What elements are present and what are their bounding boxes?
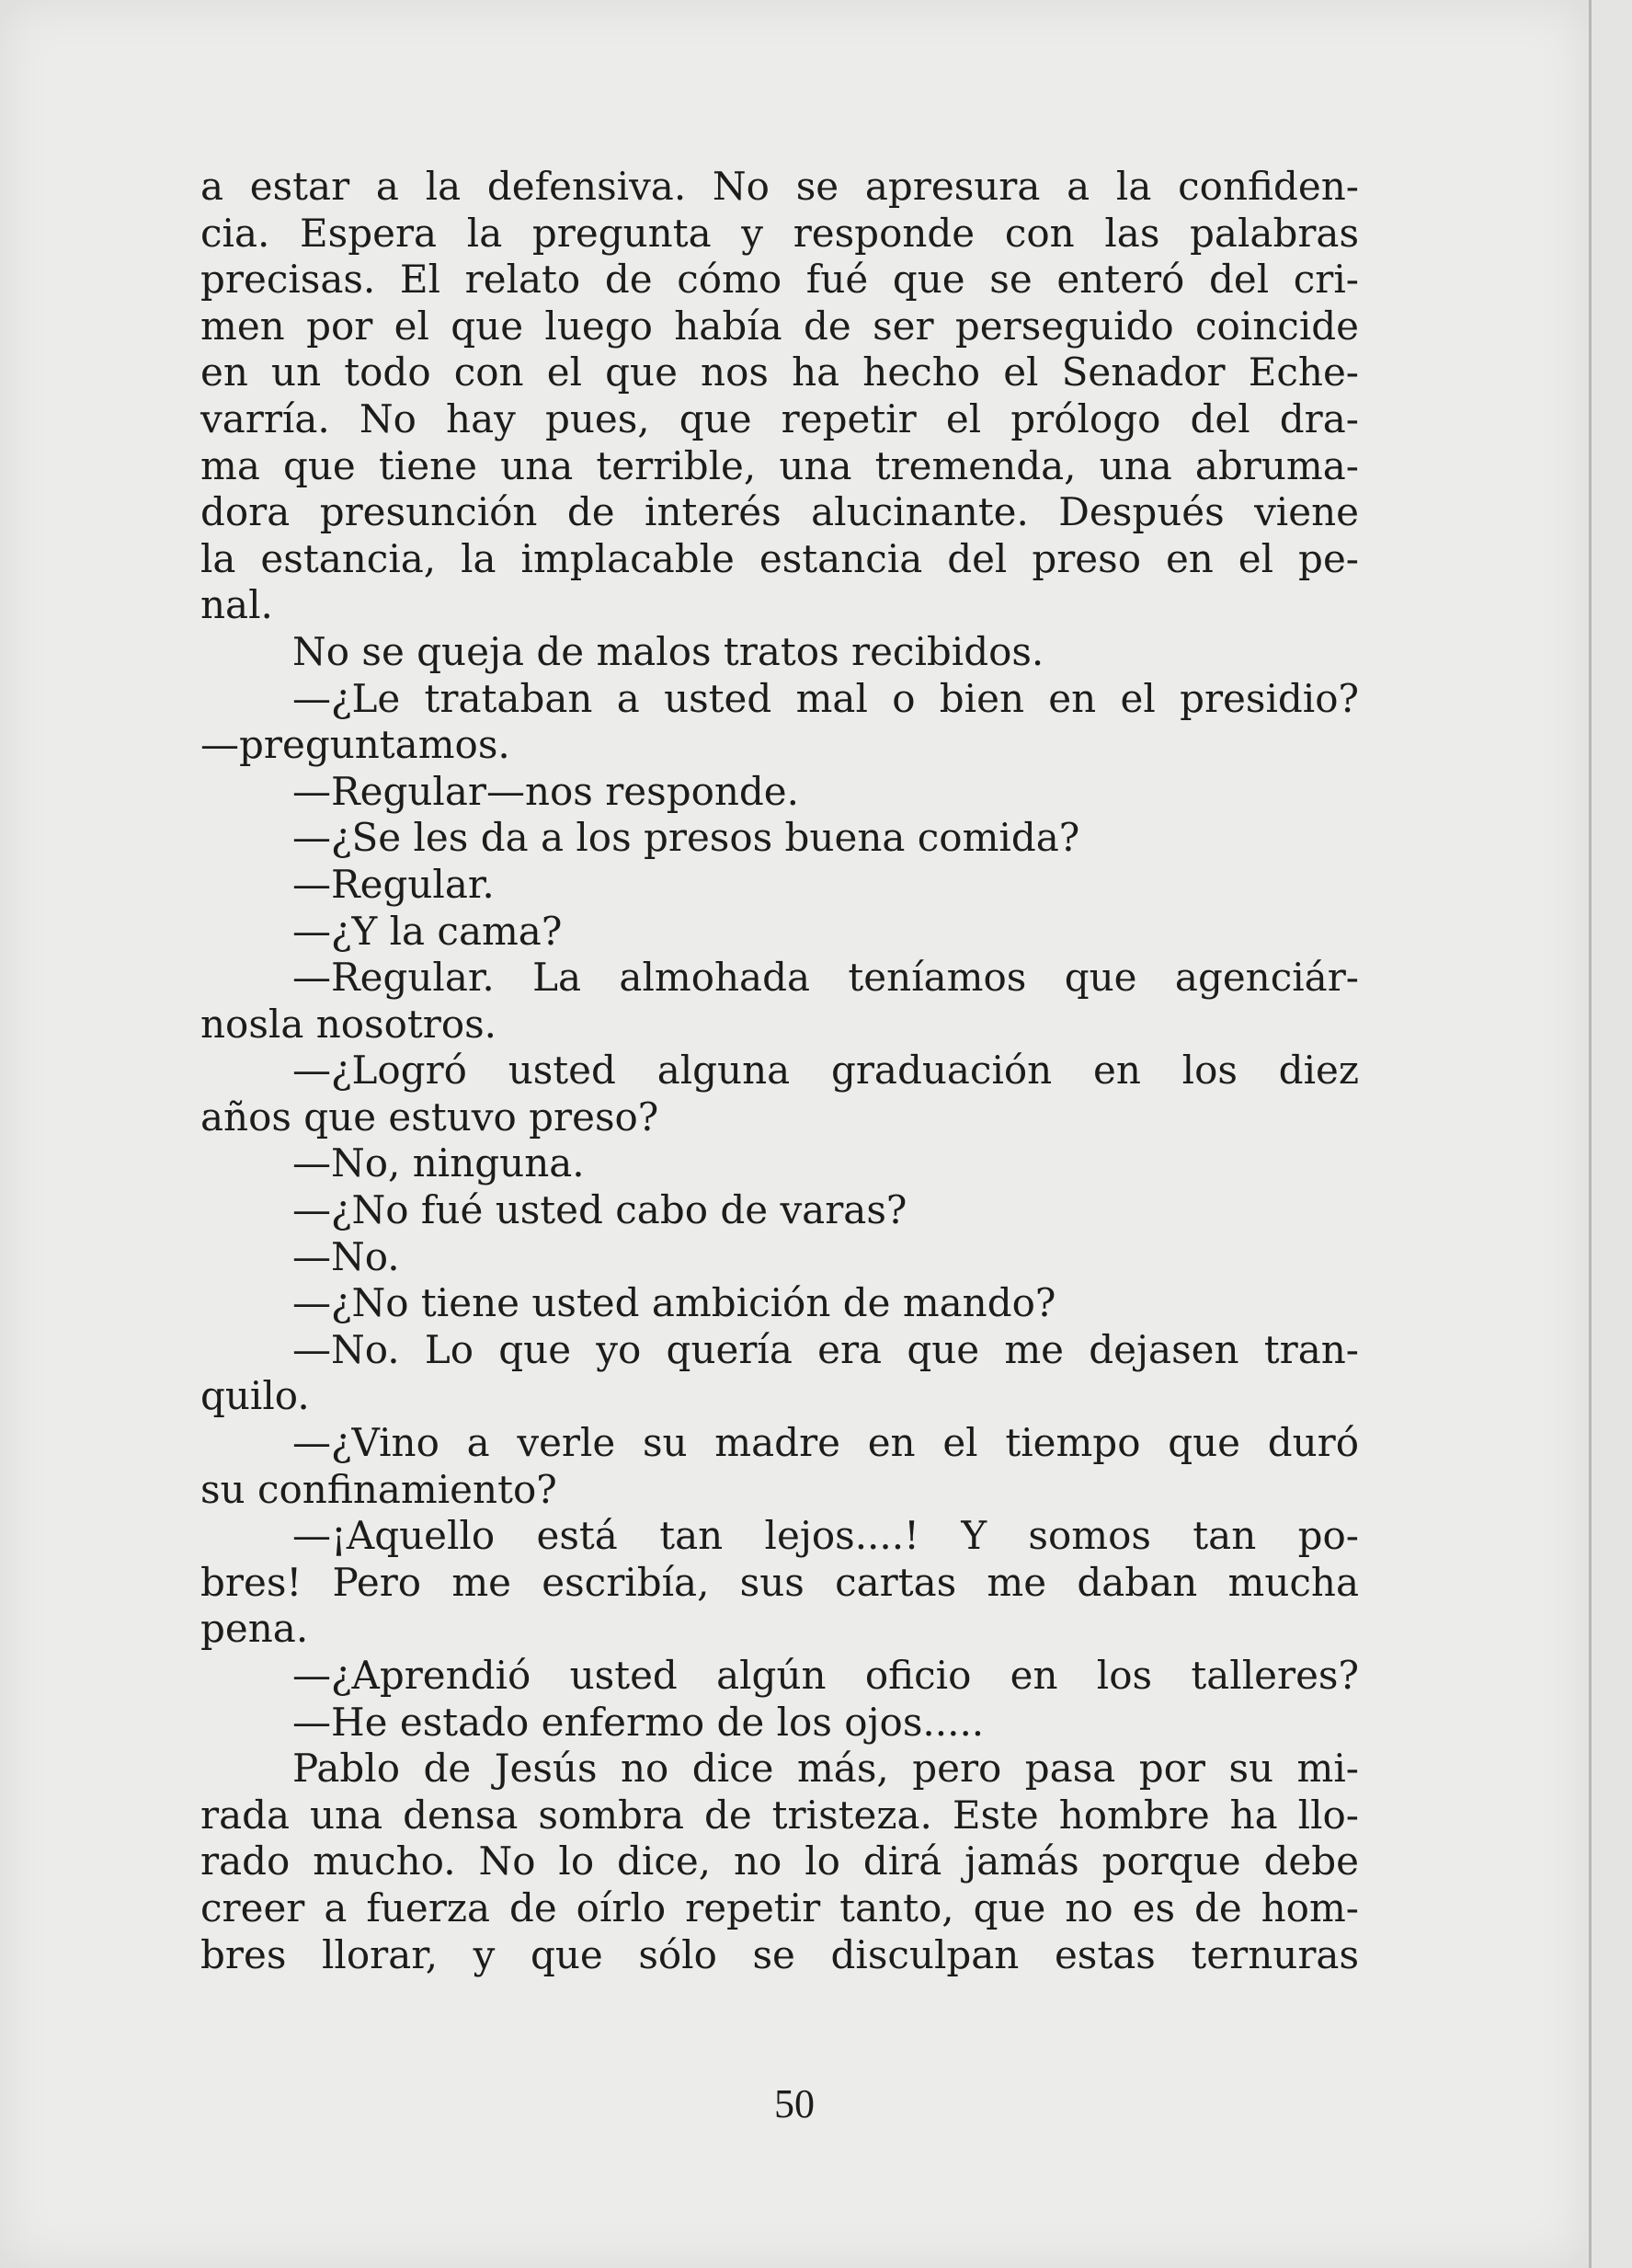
text-line: —Regular. La almohada teníamos que agenciár-: [292, 955, 1359, 1001]
text-line: —¿Se les da a los presos buena comida?: [292, 815, 1080, 861]
text-line: nosla nosotros.: [200, 1001, 497, 1047]
text-line: Pablo de Jesús no dice más, pero pasa por su mi-: [292, 1746, 1359, 1792]
page-number: 50: [774, 2081, 815, 2126]
body-text: [200, 164, 1359, 1978]
text-line: —Regular.: [292, 861, 495, 907]
text-line: bres! Pero me escribía, sus cartas me daban mucha: [200, 1559, 1359, 1605]
text-line: —Regular—nos responde.: [292, 768, 800, 814]
text-line: varría. No hay pues, que repetir el prólogo del dra-: [200, 395, 1359, 441]
text-line: quilo.: [200, 1373, 310, 1419]
text-line: —¿Vino a verle su madre en el tiempo que duró: [292, 1420, 1359, 1466]
text-line: pena.: [200, 1606, 309, 1652]
text-line: —¿No tiene usted ambición de mando?: [292, 1280, 1056, 1326]
text-line: años que estuvo preso?: [200, 1094, 659, 1140]
text-line: rado mucho. No lo dice, no lo dirá jamás porque debe: [200, 1838, 1359, 1884]
text-line: a estar a la defensiva. No se apresura a la confiden-: [200, 164, 1359, 209]
text-line: —¿No fué usted cabo de varas?: [292, 1187, 907, 1233]
text-line: precisas. El relato de cómo fué que se enteró del cri-: [200, 257, 1359, 303]
text-line: la estancia, la implacable estancia del preso en el pe-: [200, 535, 1359, 581]
text-line: —No, ninguna.: [292, 1140, 585, 1186]
text-line: dora presunción de interés alucinante. Después viene: [200, 489, 1359, 535]
text-line: —¿Logró usted alguna graduación en los diez: [292, 1048, 1359, 1094]
text-line: No se queja de malos tratos recibidos.: [292, 628, 1044, 674]
text-line: bres llorar, y que sólo se disculpan estas ternuras: [200, 1931, 1359, 1977]
text-line: cia. Espera la pregunta y responde con las palabras: [200, 210, 1359, 256]
text-line: nal.: [200, 582, 273, 628]
text-line: —No. Lo que yo quería era que me dejasen tran-: [292, 1326, 1359, 1372]
text-line: —¿Aprendió usted algún oficio en los talleres?: [292, 1653, 1359, 1698]
text-line: creer a fuerza de oírlo repetir tanto, que no es de hom-: [200, 1884, 1359, 1930]
text-line: su confinamiento?: [200, 1466, 557, 1512]
text-line: men por el que luego había de ser perseguido coincide: [200, 303, 1359, 349]
text-line: rada una densa sombra de tristeza. Este hombre ha llo-: [200, 1792, 1359, 1838]
text-line: —¿Y la cama?: [292, 908, 563, 954]
text-line: —No.: [292, 1233, 400, 1279]
page-edge: [1589, 0, 1632, 2268]
text-line: ma que tiene una terrible, una tremenda, una abruma-: [200, 442, 1359, 488]
text-line: —preguntamos.: [200, 722, 510, 768]
text-line: en un todo con el que nos ha hecho el Senador Eche-: [200, 349, 1359, 395]
text-line: —He estado enfermo de los ojos.....: [292, 1699, 985, 1745]
text-line: —¿Le trataban a usted mal o bien en el presidio?: [292, 675, 1359, 721]
text-line: —¡Aquello está tan lejos....! Y somos tan po-: [292, 1513, 1359, 1559]
